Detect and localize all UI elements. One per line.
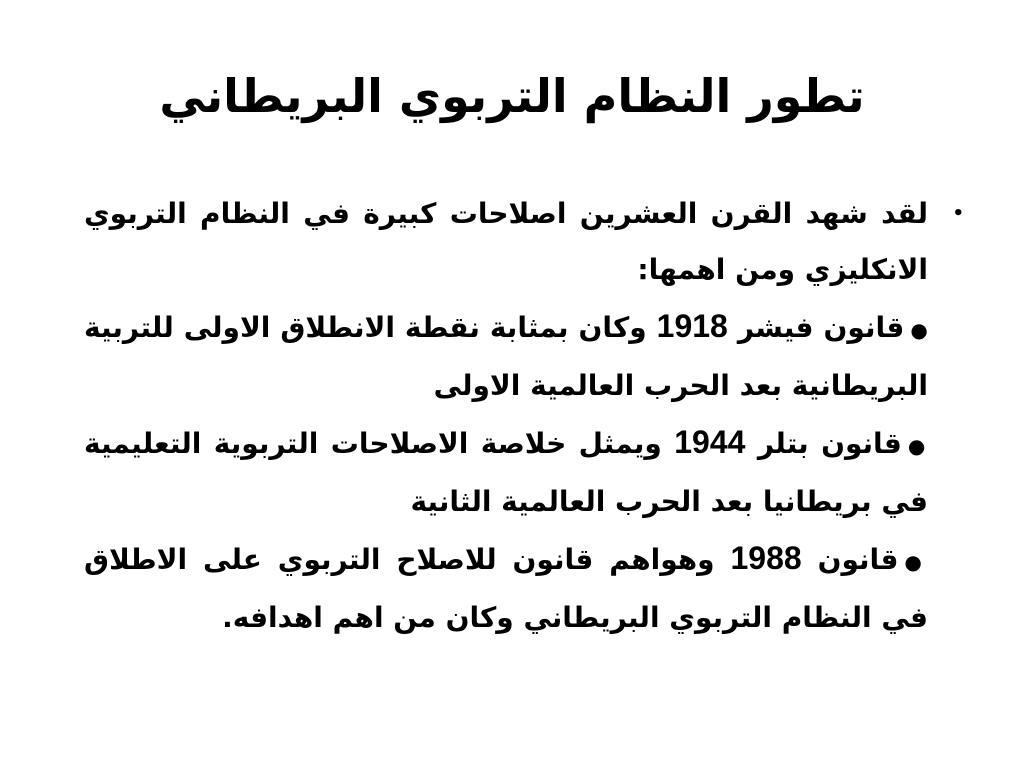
sub-item-1988: [84, 530, 928, 646]
law-description: ويمثل خلاصة الاصلاحات التربوية التعليمية في بريطانيا بعد الحرب العالمية الثانية: [84, 427, 928, 518]
law-year: 1918: [656, 308, 728, 344]
law-name: قانون فيشر: [737, 311, 905, 344]
sub-item-butler: [84, 414, 928, 530]
law-year: 1988: [730, 540, 802, 576]
sub-bullet-icon: ●: [910, 318, 929, 342]
bullet-intro-text: لقد شهد القرن العشرين اصلاحات كبيرة في النظام التربوي الانكليزي ومن اهمها:: [84, 197, 928, 286]
slide-title: تطور النظام التربوي البريطاني: [159, 69, 865, 123]
law-description: وهواهم قانون للاصلاح التربوي على الاطلاق في النظام التربوي البريطاني وكان من اهم اهدافه.: [84, 543, 928, 634]
sub-item-fisher: [84, 298, 928, 414]
law-name: قانون بتلر: [757, 427, 902, 460]
law-name: قانون: [817, 543, 899, 576]
sub-bullet-icon: ●: [907, 434, 929, 458]
law-description: وكان بمثابة نقطة الانطلاق الاولى للتربية البريطانية بعد الحرب العالمية الاولى: [84, 311, 928, 402]
bullet-icon: •: [952, 203, 964, 224]
sub-bullet-icon: ●: [904, 550, 929, 574]
slide-body: [84, 186, 964, 646]
law-year: 1944: [674, 424, 746, 460]
bullet-item: [84, 186, 964, 646]
